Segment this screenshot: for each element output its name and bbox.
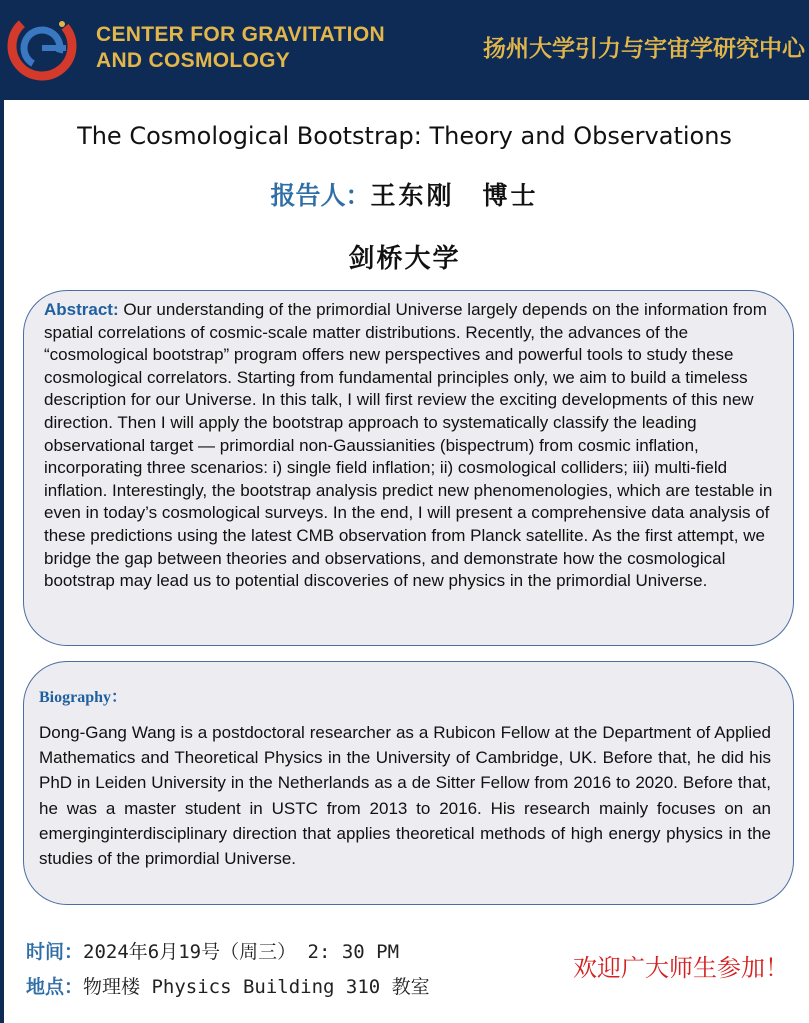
welcome-message: 欢迎广大师生参加！: [573, 954, 789, 982]
org-name-en-line1: CENTER FOR GRAVITATION: [96, 23, 385, 46]
place-label: 地点：: [26, 976, 84, 998]
time-value: 2024年6月19号（周三） 2: 30 PM: [83, 941, 400, 963]
org-name-cn: 扬州大学引力与宇宙学研究中心: [483, 35, 805, 62]
place-value: 物理楼 Physics Building 310 教室: [83, 976, 430, 998]
talk-title: The Cosmological Bootstrap: Theory and Observations: [77, 122, 732, 150]
gravitation-swirl-logo: [4, 8, 80, 84]
place-line: [26, 972, 430, 999]
org-name-en: [96, 22, 385, 74]
time-label: 时间：: [26, 941, 84, 963]
time-line: [26, 937, 399, 964]
speaker-line: [0, 176, 809, 212]
org-name-en-line2: AND COSMOLOGY: [96, 49, 291, 72]
header-banner: [0, 0, 809, 100]
speaker-label: 报告人：: [270, 181, 371, 210]
abstract-label: Abstract:: [44, 300, 119, 319]
abstract-paragraph: [44, 299, 783, 593]
speaker-affiliation: 剑桥大学: [348, 244, 461, 274]
speaker-name: 王东刚 博士: [370, 181, 539, 210]
abstract-text: Our understanding of the primordial Universe largely depends on the information from spatial correlations of cosmic-scale matter distributions. Recently, the advances of the “cosmological bootstrap” program offers new perspectives and powerful tools to study these cosmological correlators. Starting from fundamental principles only, we aim to build a timeless description for our Universe. In this talk, I will first review the exciting developments of this new direction. Then I will apply the bootstrap approach to systematically classify the leading observational target — primordial non-Gaussianities (bispectrum) from cosmic inflation, incorporating three scenarios: i) single field inflation; ii) cosmological colliders; iii) multi-field inflation. Interestingly, the bootstrap analysis predict new phenomenologies, which are testable in even in today’s cosmological surveys. In the end, I will present a comprehensive data analysis of these predictions using the latest CMB observation from Planck satellite. As the first attempt, we bridge the gap between theories and observations, and demonstrate how the cosmological bootstrap may lead us to potential discoveries of new physics in the primordial Universe.: [44, 300, 773, 591]
biography-box: [23, 661, 794, 905]
abstract-box: [23, 290, 794, 646]
biography-text: Dong-Gang Wang is a postdoctoral researcher as a Rubicon Fellow at the Department of Applied Mathematics and Theoretical Physics in the University of Cambridge, UK. Before that, he did his PhD in Leiden University in the Netherlands as a de Sitter Fellow from 2016 to 2020. Before that, he was a master student in USTC from 2013 to 2016. His research mainly focuses on an emerginginterdisciplinary direction that applies theoretical methods of high energy physics in the studies of the primordial Universe.: [39, 723, 771, 869]
biography-label: Biography：: [39, 689, 128, 706]
